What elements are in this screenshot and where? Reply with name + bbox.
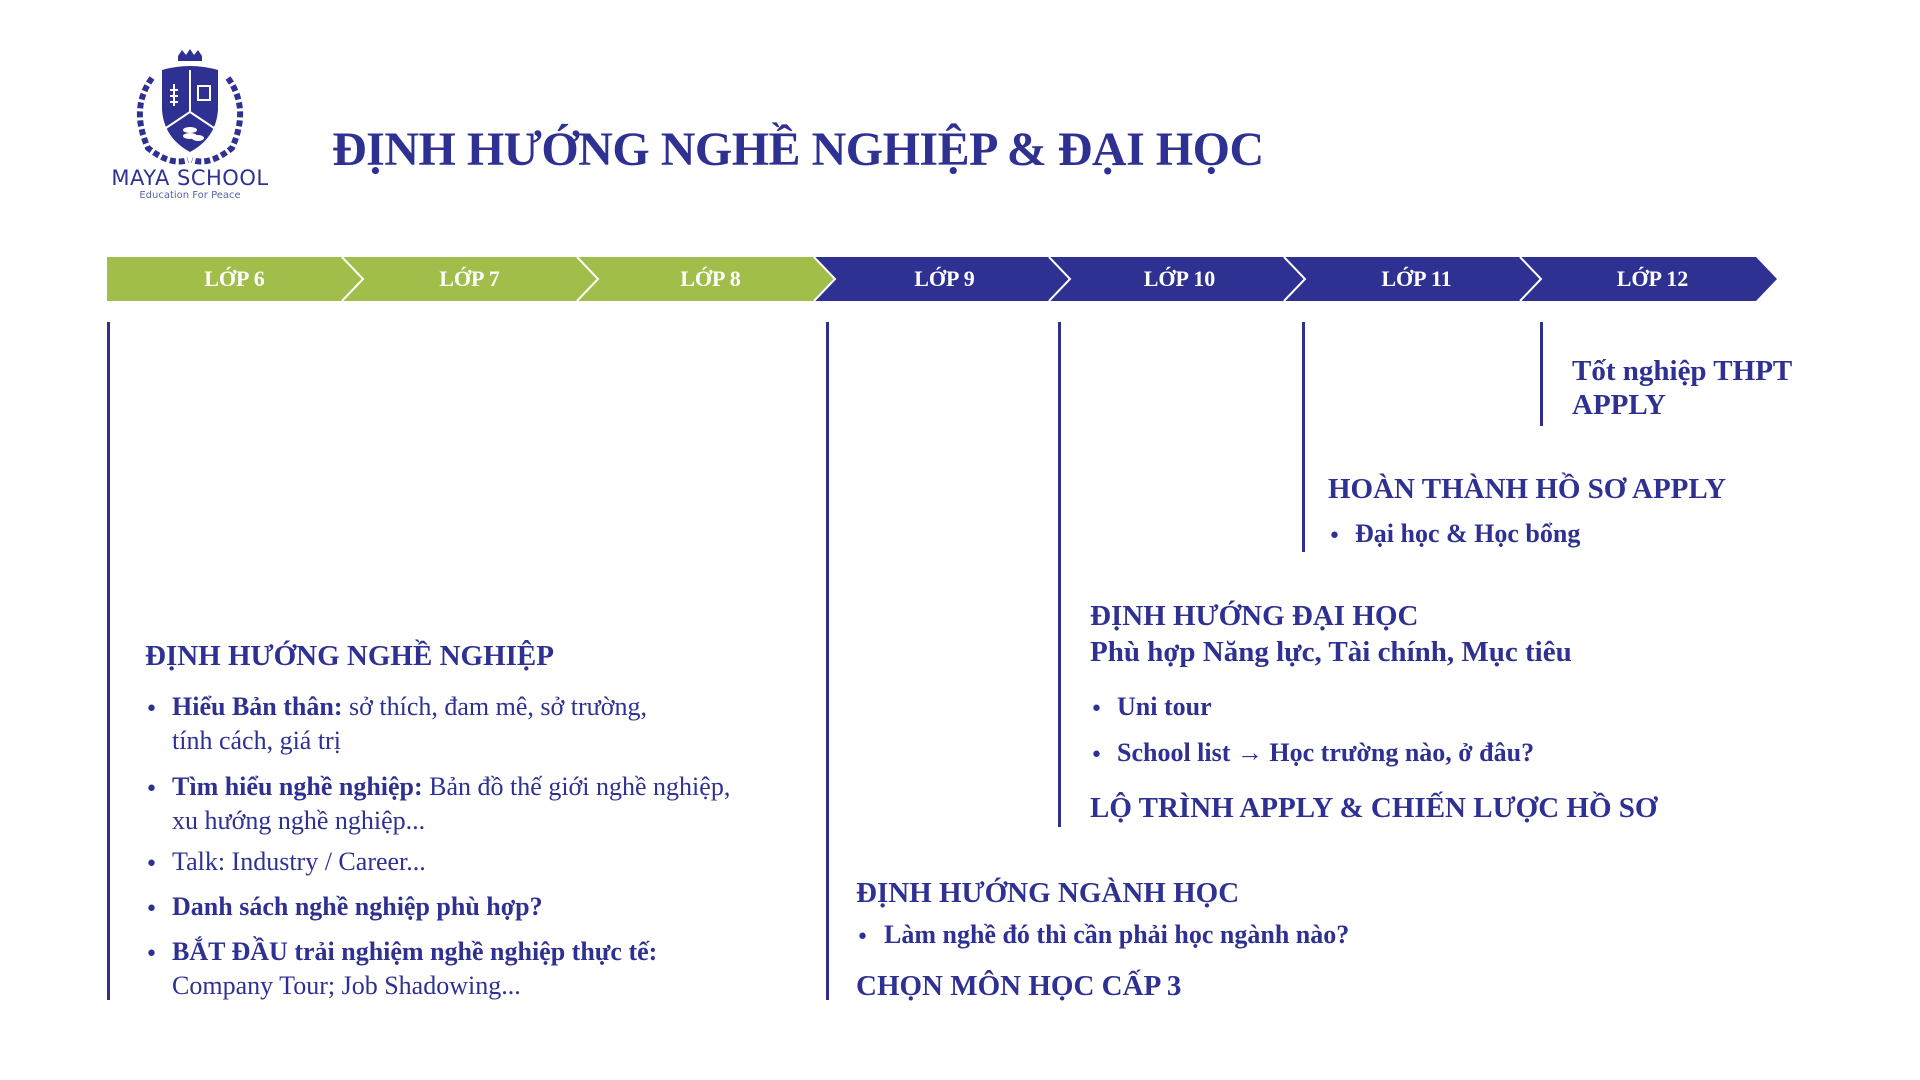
graduation-line1: Tốt nghiệp THPT [1572, 355, 1793, 387]
timeline-grade-12: LỚP 12 [1616, 266, 1689, 291]
logo-name: MAYA SCHOOL [111, 166, 269, 190]
university-heading: ĐỊNH HƯỚNG ĐẠI HỌC [1090, 600, 1419, 632]
bullet-icon: • [1090, 743, 1103, 768]
bullet-icon: • [856, 925, 869, 950]
career-item-1-line2: tính cách, giá trị [172, 726, 341, 755]
timeline-grade-9: LỚP 9 [914, 266, 975, 291]
bullet-icon: • [145, 897, 158, 922]
major-item-1: Làm nghề đó thì cần phải học ngành nào? [884, 920, 1350, 949]
career-item-2 [172, 772, 730, 802]
university-item-2: School list → Học trường nào, ở đâu? [1117, 738, 1535, 767]
bullet-icon: • [145, 942, 158, 967]
bullet-icon: • [1090, 697, 1103, 722]
divider-grade-11 [1302, 322, 1305, 552]
timeline-grade-7: LỚP 7 [439, 266, 500, 291]
graduation-line2: APPLY [1572, 389, 1666, 421]
bullet-icon: • [145, 697, 158, 722]
career-item-2-text: Bản đồ thế giới nghề nghiệp, [422, 772, 731, 801]
university-subheading: Phù hợp Năng lực, Tài chính, Mục tiêu [1090, 636, 1572, 668]
career-item-2-line2: xu hướng nghề nghiệp... [172, 806, 426, 835]
career-item-2-bold: Tìm hiểu nghề nghiệp: [172, 772, 423, 801]
roadmap-heading: LỘ TRÌNH APPLY & CHIẾN LƯỢC HỒ SƠ [1090, 792, 1658, 824]
bullet-icon: • [145, 777, 158, 802]
bullet-icon: • [145, 852, 158, 877]
school-logo [100, 48, 280, 208]
divider-grade-6 [107, 322, 110, 1000]
application-heading: HOÀN THÀNH HỒ SƠ APPLY [1328, 473, 1727, 505]
career-heading: ĐỊNH HƯỚNG NGHỀ NGHIỆP [145, 640, 554, 672]
application-item-1: Đại học & Học bổng [1355, 519, 1581, 548]
timeline-grade-11: LỚP 11 [1381, 266, 1452, 291]
timeline-grade-10: LỚP 10 [1143, 266, 1216, 291]
logo-tagline: Education For Peace [139, 190, 241, 201]
timeline-grade-6: LỚP 6 [204, 266, 265, 291]
major-heading: ĐỊNH HƯỚNG NGÀNH HỌC [856, 877, 1240, 909]
grade-timeline [107, 257, 1787, 301]
career-item-1 [172, 692, 647, 722]
major-subheading: CHỌN MÔN HỌC CẤP 3 [856, 970, 1182, 1002]
divider-grade-9 [826, 322, 829, 1000]
crest-icon [100, 48, 280, 168]
page-title: ĐỊNH HƯỚNG NGHỀ NGHIỆP & ĐẠI HỌC [332, 123, 1264, 176]
career-item-5: BẮT ĐẦU trải nghiệm nghề nghiệp thực tế: [172, 937, 658, 966]
career-item-4: Danh sách nghề nghiệp phù hợp? [172, 892, 543, 921]
bullet-icon: • [1328, 524, 1341, 549]
career-item-3: Talk: Industry / Career... [172, 847, 426, 876]
timeline-grade-8: LỚP 8 [680, 266, 741, 291]
career-item-1-bold: Hiểu Bản thân: [172, 692, 343, 721]
divider-grade-10 [1058, 322, 1061, 827]
career-item-1-text: sở thích, đam mê, sở trường, [342, 692, 647, 721]
divider-grade-12 [1540, 322, 1543, 426]
career-item-5-line2: Company Tour; Job Shadowing... [172, 971, 521, 1000]
university-item-1: Uni tour [1117, 692, 1212, 721]
